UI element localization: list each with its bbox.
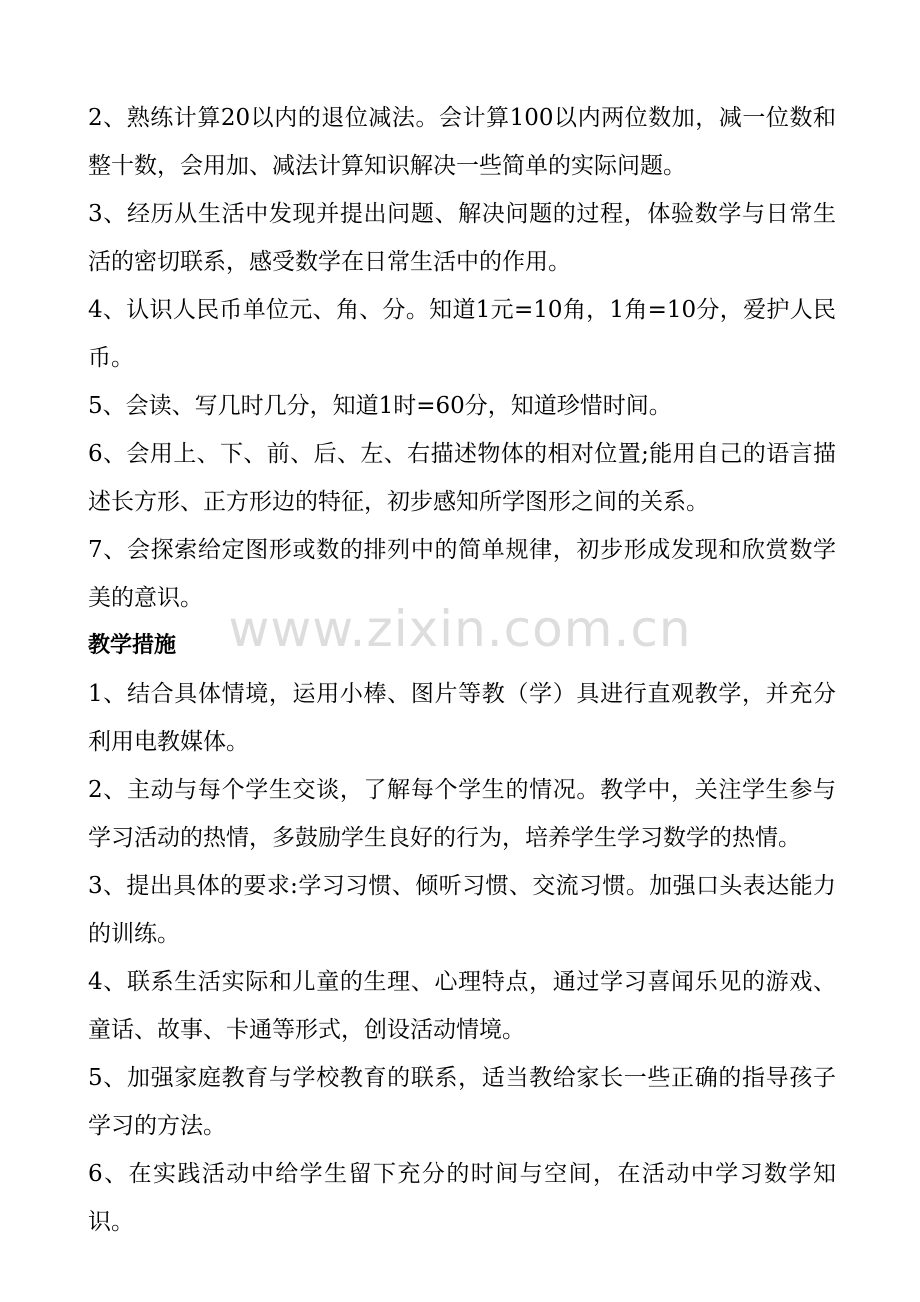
objective-paragraph: 4、认识人民币单位元、角、分。知道1元=10角，1角=10分，爱护人民币。 xyxy=(88,297,836,371)
document-body xyxy=(88,94,836,1246)
objective-paragraph: 6、会用上、下、前、后、左、右描述物体的相对位置;能用自己的语言描述长方形、正方形边的特征，初步感知所学图形之间的关系。 xyxy=(88,441,836,515)
watermark-text: www.zixin.com.cn xyxy=(228,600,692,658)
measure-paragraph: 5、加强家庭教育与学校教育的联系，适当教给家长一些正确的指导孩子学习的方法。 xyxy=(88,1065,836,1139)
objective-paragraph: 7、会探索给定图形或数的排列中的简单规律，初步形成发现和欣赏数学美的意识。 xyxy=(88,537,836,611)
objective-paragraph: 3、经历从生活中发现并提出问题、解决问题的过程，体验数学与日常生活的密切联系，感受数学在日常生活中的作用。 xyxy=(88,201,836,275)
objective-paragraph: 5、会读、写几时几分，知道1时=60分，知道珍惜时间。 xyxy=(88,393,672,419)
measure-paragraph: 3、提出具体的要求:学习习惯、倾听习惯、交流习惯。加强口头表达能力的训练。 xyxy=(88,873,836,947)
measure-paragraph: 2、主动与每个学生交谈，了解每个学生的情况。教学中，关注学生参与学习活动的热情，多鼓励学生良好的行为，培养学生学习数学的热情。 xyxy=(88,777,836,851)
measure-paragraph: 6、在实践活动中给学生留下充分的时间与空间，在活动中学习数学知识。 xyxy=(88,1161,836,1235)
measure-paragraph: 1、结合具体情境，运用小棒、图片等教（学）具进行直观教学，并充分利用电教媒体。 xyxy=(88,681,836,755)
section-heading: 教学措施 xyxy=(88,633,177,658)
objective-paragraph: 2、熟练计算20以内的退位减法。会计算100以内两位数加，减一位数和整十数，会用加、减法计算知识解决一些简单的实际问题。 xyxy=(88,105,836,179)
measure-paragraph: 4、联系生活实际和儿童的生理、心理特点，通过学习喜闻乐见的游戏、童话、故事、卡通等形式，创设活动情境。 xyxy=(88,969,836,1043)
